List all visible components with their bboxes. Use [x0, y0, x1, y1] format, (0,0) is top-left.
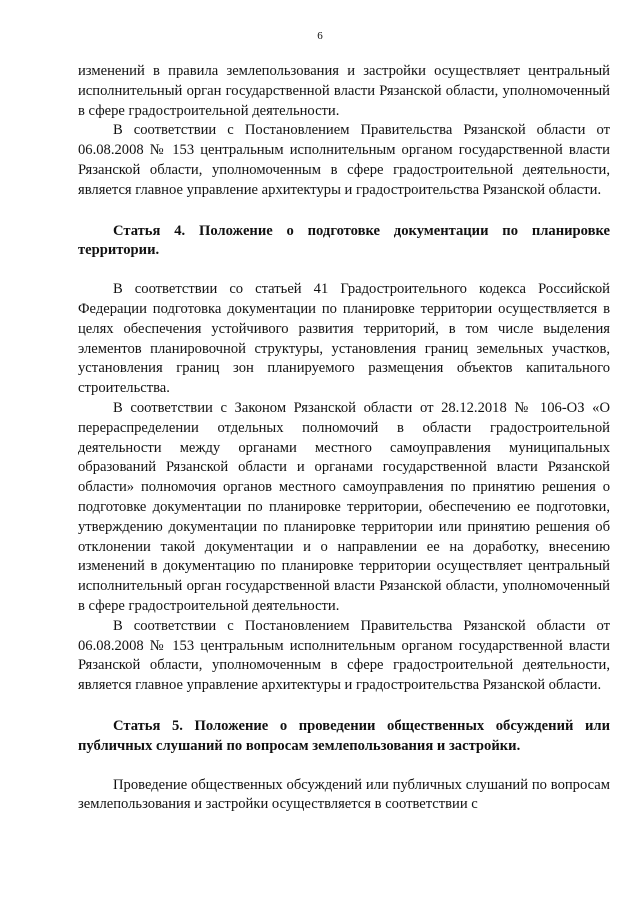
- paragraph: В соответствии со статьей 41 Градостроительного кодекса Российской Федерации подготовка документации по планировке территории осуществляется в целях обеспечения устойчивого развития территорий, в том числе выделения элементов планировочной структуры, установления границ земельных участков, установления границ зон планируемого размещения объектов капитального строительства.: [78, 281, 610, 397]
- page-number: 6: [317, 30, 323, 42]
- article-5-heading: Статья 5. Положение о проведении общественных обсуждений или публичных слушаний по вопросам землепользования и застройки.: [78, 717, 610, 754]
- document-body: [78, 62, 610, 815]
- paragraph: В соответствии с Постановлением Правительства Рязанской области от 06.08.2008 № 153 центральным исполнительным органом государственной власти Рязанской области, уполномоченным в сфере градостроительной деятельности, является главное управление архитектуры и градостроительства Рязанской области.: [78, 617, 610, 694]
- paragraph: В соответствии с Постановлением Правительства Рязанской области от 06.08.2008 № 153 центральным исполнительным органом государственной власти Рязанской области, уполномоченным в сфере градостроительной деятельности, является главное управление архитектуры и градостроительства Рязанской области.: [78, 122, 610, 198]
- article-4-heading: Статья 4. Положение о подготовке документации по планировке территории.: [78, 222, 610, 259]
- paragraph: Проведение общественных обсуждений или публичных слушаний по вопросам землепользования и застройки осуществляется в соответствии с: [78, 776, 610, 813]
- paragraph-continued: изменений в правила землепользования и застройки осуществляет центральный исполнительный орган государственной власти Рязанской области, уполномоченный в сфере градостроительной деятельности.: [78, 63, 610, 119]
- paragraph: В соответствии с Законом Рязанской области от 28.12.2018 № 106-ОЗ «О перераспределении отдельных полномочий в области градостроительной деятельности между органами местного самоуправления муниципальных образований Рязанской области и органами государственной власти Рязанской области» полномочия органов местного самоуправления по принятию решения о подготовке документации по планировке территории, обеспечению ее подготовки, утверждению документации по планировке территории или принятию решения об отклонении такой документации и о направлении ее на доработку, внесению изменений в документацию по планировке территории осуществляет центральный исполнительный орган государственной власти Рязанской области, уполномоченный в сфере градостроительной деятельности.: [78, 399, 610, 614]
